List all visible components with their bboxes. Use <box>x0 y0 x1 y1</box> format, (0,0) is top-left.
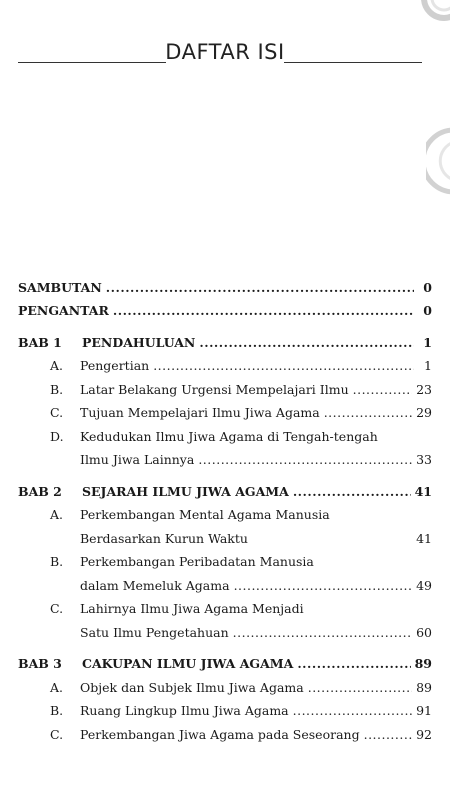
toc-item <box>18 374 432 398</box>
toc-item <box>18 351 432 375</box>
chapter-title: PENDAHULUAN <box>82 334 196 350</box>
toc-item <box>18 594 432 618</box>
chapter-number: BAB 2 <box>18 483 62 499</box>
chapter-number: BAB 3 <box>18 656 62 671</box>
toc-page: 1 <box>424 358 432 373</box>
leader-dots <box>293 703 412 719</box>
chapter-title: SEJARAH ILMU JIWA AGAMA <box>82 483 289 499</box>
toc-item-continued <box>18 523 432 547</box>
toc-entry-sambutan <box>18 272 432 296</box>
item-text: Kedudukan Ilmu Jiwa Agama di Tengah-tengah <box>80 428 378 444</box>
item-letter: C. <box>50 405 64 420</box>
item-text: Perkembangan Peribadatan Manusia <box>80 554 314 569</box>
table-of-contents <box>18 272 432 743</box>
item-letter: A. <box>50 679 64 695</box>
toc-chapter-2 <box>18 476 432 500</box>
item-letter: A. <box>50 358 64 373</box>
item-text: Ruang Lingkup Ilmu Jiwa Agama <box>80 703 289 718</box>
item-text: Pengertian <box>80 358 150 373</box>
leader-dots <box>106 280 414 296</box>
leader-dots <box>113 303 414 319</box>
item-text: Ilmu Jiwa Lainnya <box>80 452 195 467</box>
item-letter: B. <box>50 703 64 718</box>
toc-item <box>18 500 432 524</box>
toc-entry-pengantar <box>18 296 432 320</box>
item-text: dalam Memeluk Agama <box>80 577 230 593</box>
toc-page: 0 <box>423 303 432 318</box>
leader-dots <box>297 656 410 672</box>
toc-item <box>18 398 432 422</box>
toc-label: PENGANTAR <box>18 303 109 318</box>
item-text: Berdasarkan Kurun Waktu <box>80 530 248 546</box>
page-title: DAFTAR ISI <box>165 40 285 64</box>
item-text: Latar Belakang Urgensi Mempelajari Ilmu <box>80 381 349 397</box>
item-text: Satu Ilmu Pengetahuan <box>80 624 229 640</box>
leader-dots <box>324 405 412 421</box>
item-letter: D. <box>50 428 64 444</box>
toc-item-continued <box>18 570 432 594</box>
toc-item-continued <box>18 445 432 469</box>
leader-dots <box>364 727 413 743</box>
toc-page: 33 <box>416 452 432 467</box>
item-text: Objek dan Subjek Ilmu Jiwa Agama <box>80 679 304 695</box>
toc-item <box>18 696 432 720</box>
item-letter: B. <box>50 554 64 569</box>
item-text: Tujuan Mempelajari Ilmu Jiwa Agama <box>80 405 320 420</box>
item-letter: B. <box>50 381 64 397</box>
toc-chapter-1 <box>18 327 432 351</box>
toc-item <box>18 672 432 696</box>
toc-page: 41 <box>414 483 432 499</box>
leader-dots <box>308 680 412 696</box>
toc-label: SAMBUTAN <box>18 279 102 295</box>
toc-page: 91 <box>416 703 432 718</box>
item-letter: C. <box>50 601 64 616</box>
leader-dots <box>199 335 414 351</box>
toc-page: 92 <box>416 726 432 742</box>
toc-item <box>18 719 432 743</box>
toc-page: 23 <box>416 381 432 397</box>
toc-page: 60 <box>416 624 432 640</box>
item-text: Lahirnya Ilmu Jiwa Agama Menjadi <box>80 601 304 616</box>
toc-page: 29 <box>416 405 432 420</box>
item-text: Perkembangan Mental Agama Manusia <box>80 507 330 522</box>
leader-dots <box>293 484 411 500</box>
item-text: Perkembangan Jiwa Agama pada Seseorang <box>80 726 360 742</box>
leader-dots <box>233 625 412 641</box>
toc-item-continued <box>18 617 432 641</box>
toc-chapter-3 <box>18 649 432 673</box>
leader-dots <box>353 382 412 398</box>
toc-page: 89 <box>416 679 432 695</box>
leader-dots <box>234 578 413 594</box>
chapter-number: BAB 1 <box>18 334 62 350</box>
toc-item <box>18 421 432 445</box>
toc-page: 89 <box>414 656 432 671</box>
toc-page: 49 <box>416 577 432 593</box>
toc-item <box>18 547 432 571</box>
item-letter: A. <box>50 507 64 522</box>
decorative-arc-top <box>410 0 450 32</box>
toc-page: 0 <box>423 279 432 295</box>
chapter-title: CAKUPAN ILMU JIWA AGAMA <box>82 656 294 671</box>
leader-dots <box>153 358 414 374</box>
toc-page: 1 <box>423 334 432 350</box>
decorative-arc-side <box>426 126 450 196</box>
leader-dots <box>198 452 412 468</box>
item-letter: C. <box>50 726 64 742</box>
toc-page: 41 <box>416 530 432 546</box>
